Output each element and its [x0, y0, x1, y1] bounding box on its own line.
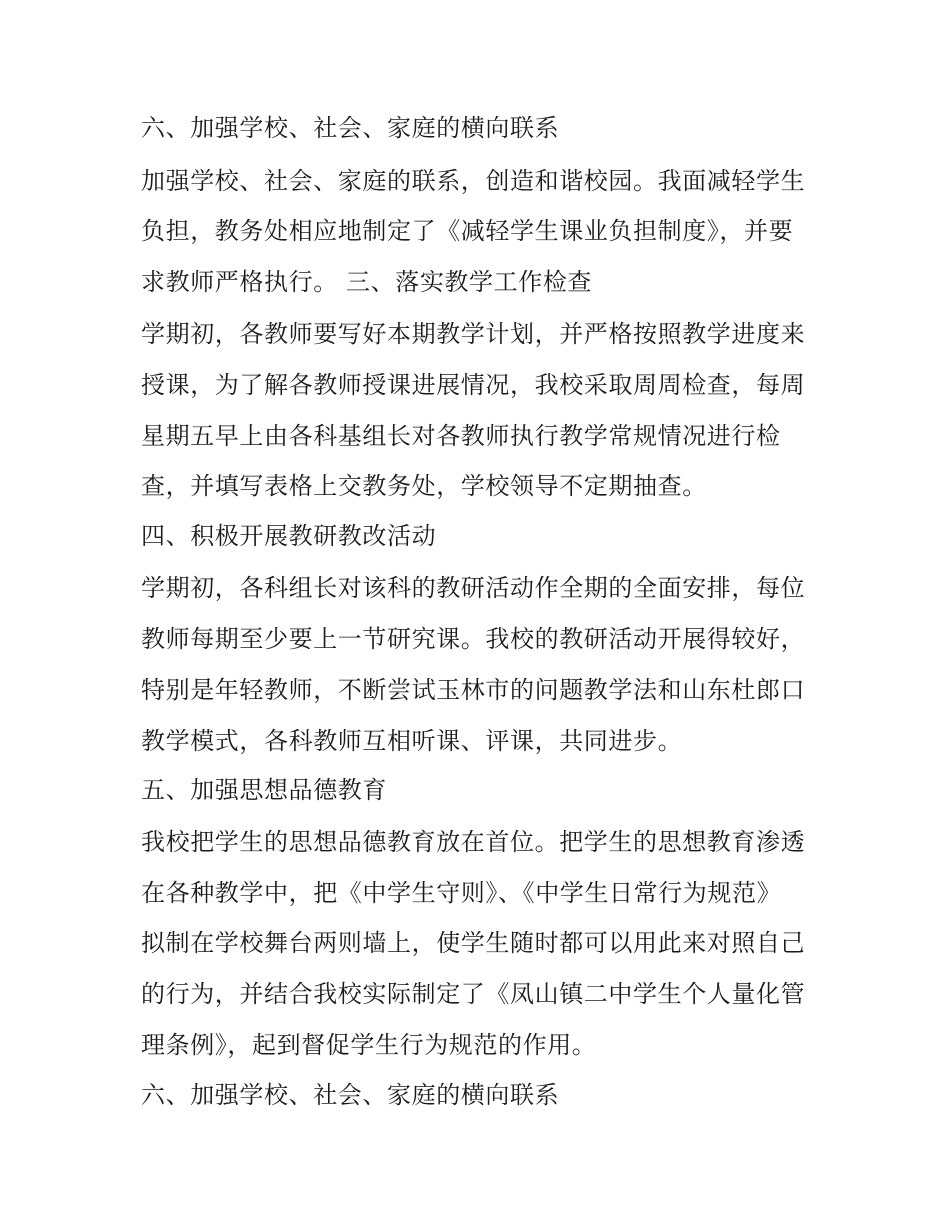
paragraph-line: 授课，为了解各教师授课进展情况，我校采取周周检查，每周	[141, 371, 806, 399]
heading-six-bottom: 六、加强学校、社会、家庭的横向联系	[141, 1081, 560, 1109]
paragraph-line: 理条例》，起到督促学生行为规范的作用。	[141, 1031, 597, 1059]
paragraph-line: 特别是年轻教师，不断尝试玉林市的问题教学法和山东杜郎口	[141, 676, 806, 704]
paragraph-line: 负担，教务处相应地制定了《减轻学生课业负担制度》，并要	[141, 217, 794, 245]
paragraph-line: 拟制在学校舞台两则墙上，使学生随时都可以用此来对照自己	[141, 929, 806, 957]
paragraph-line: 求教师严格执行。 三、落实教学工作检查	[141, 268, 593, 296]
paragraph-line: 的行为，并结合我校实际制定了《凤山镇二中学生个人量化管	[141, 980, 806, 1008]
paragraph-line: 星期五早上由各科基组长对各教师执行教学常规情况进行检	[141, 422, 781, 450]
paragraph-line: 教师每期至少要上一节研究课。我校的教研活动开展得较好，	[141, 625, 806, 653]
paragraph-line: 查，并填写表格上交教务处，学校领导不定期抽查。	[141, 472, 707, 500]
paragraph-line: 教学模式，各科教师互相听课、评课，共同进步。	[141, 727, 683, 755]
paragraph-line: 我校把学生的思想品德教育放在首位。把学生的思想教育渗透	[141, 828, 806, 856]
paragraph-line: 学期初，各教师要写好本期教学计划，并严格按照教学进度来	[141, 320, 806, 348]
paragraph-line: 在各种教学中，把《中学生守则》、《中学生日常行为规范》	[141, 879, 782, 907]
heading-six-top: 六、加强学校、社会、家庭的横向联系	[141, 114, 560, 142]
paragraph-line: 学期初，各科组长对该科的教研活动作全期的全面安排，每位	[141, 574, 806, 602]
paragraph-line: 加强学校、社会、家庭的联系，创造和谐校园。我面减轻学生	[141, 167, 806, 195]
heading-five: 五、加强思想品德教育	[141, 776, 387, 804]
heading-four: 四、积极开展教研教改活动	[141, 522, 437, 550]
